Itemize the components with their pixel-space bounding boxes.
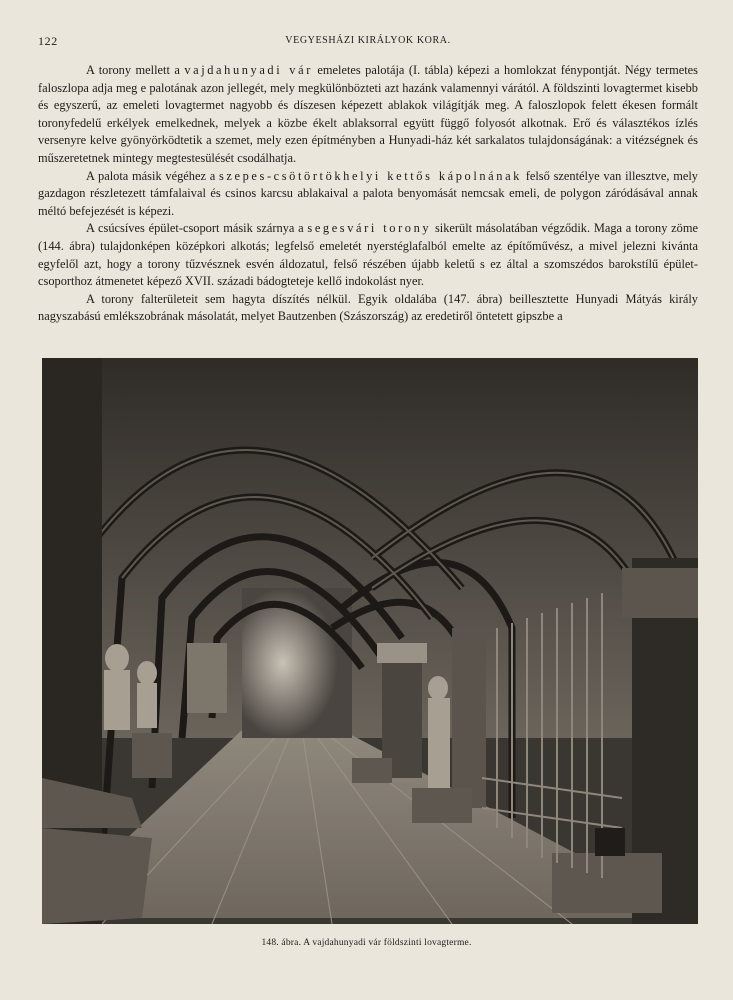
body-text — [38, 62, 698, 326]
exhibit-label-plaque — [595, 828, 625, 856]
figure-caption: 148. ábra. A vajdahunyadi vár földszinti lovagterme. — [261, 938, 472, 948]
paragraph-3 — [38, 220, 698, 290]
spaced-term: vajdahunyadi vár — [184, 63, 313, 77]
text-segment: felső szentélye van illesztve, mely gazdagon részletezett támfalaival és csinos karcsu ablakaival a palota benyomását nemcsak emeli, de polygon záródásával annak méltó befejezését is képezi. — [38, 168, 698, 218]
paragraph-1 — [38, 62, 698, 168]
text-segment: A csúcsíves épület-csoport másik szárnya a — [86, 221, 308, 236]
text-segment: A torony mellett a — [86, 63, 185, 77]
paragraph-2 — [38, 168, 698, 221]
vaulted-hall-illustration — [42, 358, 698, 924]
center-capital — [377, 643, 427, 663]
running-head: VEGYESHÁZI KIRÁLYOK KORA. — [285, 35, 451, 46]
text-segment: A torony falterületeit sem hagyta díszítés nélkül. Egyik oldalába (147. ábra) beillesztette Hunyadi Mátyás király nagyszabású emlékszobrának másolatát, melyet Bautzenben (Szászország) az eredetiről öntetett gipszbe a — [38, 291, 698, 324]
text-segment: A palota másik végéhez a — [86, 168, 219, 183]
wall-tapestry — [187, 643, 227, 713]
spaced-term: szepes-csötörtökhelyi kettős kápolnának — [219, 168, 522, 183]
mid-column — [452, 628, 486, 808]
text-segment: emeletes palotája (I. tábla) képezi a homlokzat fénypontját. Négy termetes faloszlopa adja meg e palotának azon jellegét, mely megkülönbözteti azt hazánk valamennyi várától. A földszinti lovagtermet kisebb és egyszerű, az emeleti lovagtermet nagyobb és díszesen képezett ablakok világítják meg. A faloszlopok felett ékesen formált toronyfedelű erkélyek emelkednek, melyek a közbe ékelt ablaksorral együtt függő folyosót alkotnak. Erő és választékos ízlés versenyre kelve gyönyörködtetik a szemet, mely ezen építményben a Hunyadi-ház két sarkalatos tulajdonságának: a vitézségnek és műszeretetnek mintegy megtestesülését csodálhatja. — [38, 63, 698, 165]
page-header — [38, 34, 698, 50]
paragraph-4 — [38, 291, 698, 326]
page-number: 122 — [38, 34, 58, 48]
text-segment: sikerült másolatában végződik. Maga a torony zöme (144. ábra) tulajdonképen középkori alkotás; legfelső emeletét nyerstéglafalból emelte az építőművész, a mivel jelezni kivánta egyfelől azt, hogy a torony tűzvésznek esvén áldozatul, felső részében újabb keletű s ez által a szomszédos barokstílű épület-csoporthoz átmenetet képező XVII. századi bádogteteje kellő indokolást nyer. — [38, 221, 698, 289]
column-capital — [622, 568, 698, 618]
hall-photograph — [42, 358, 698, 924]
spaced-term: segesvári torony — [307, 221, 432, 236]
